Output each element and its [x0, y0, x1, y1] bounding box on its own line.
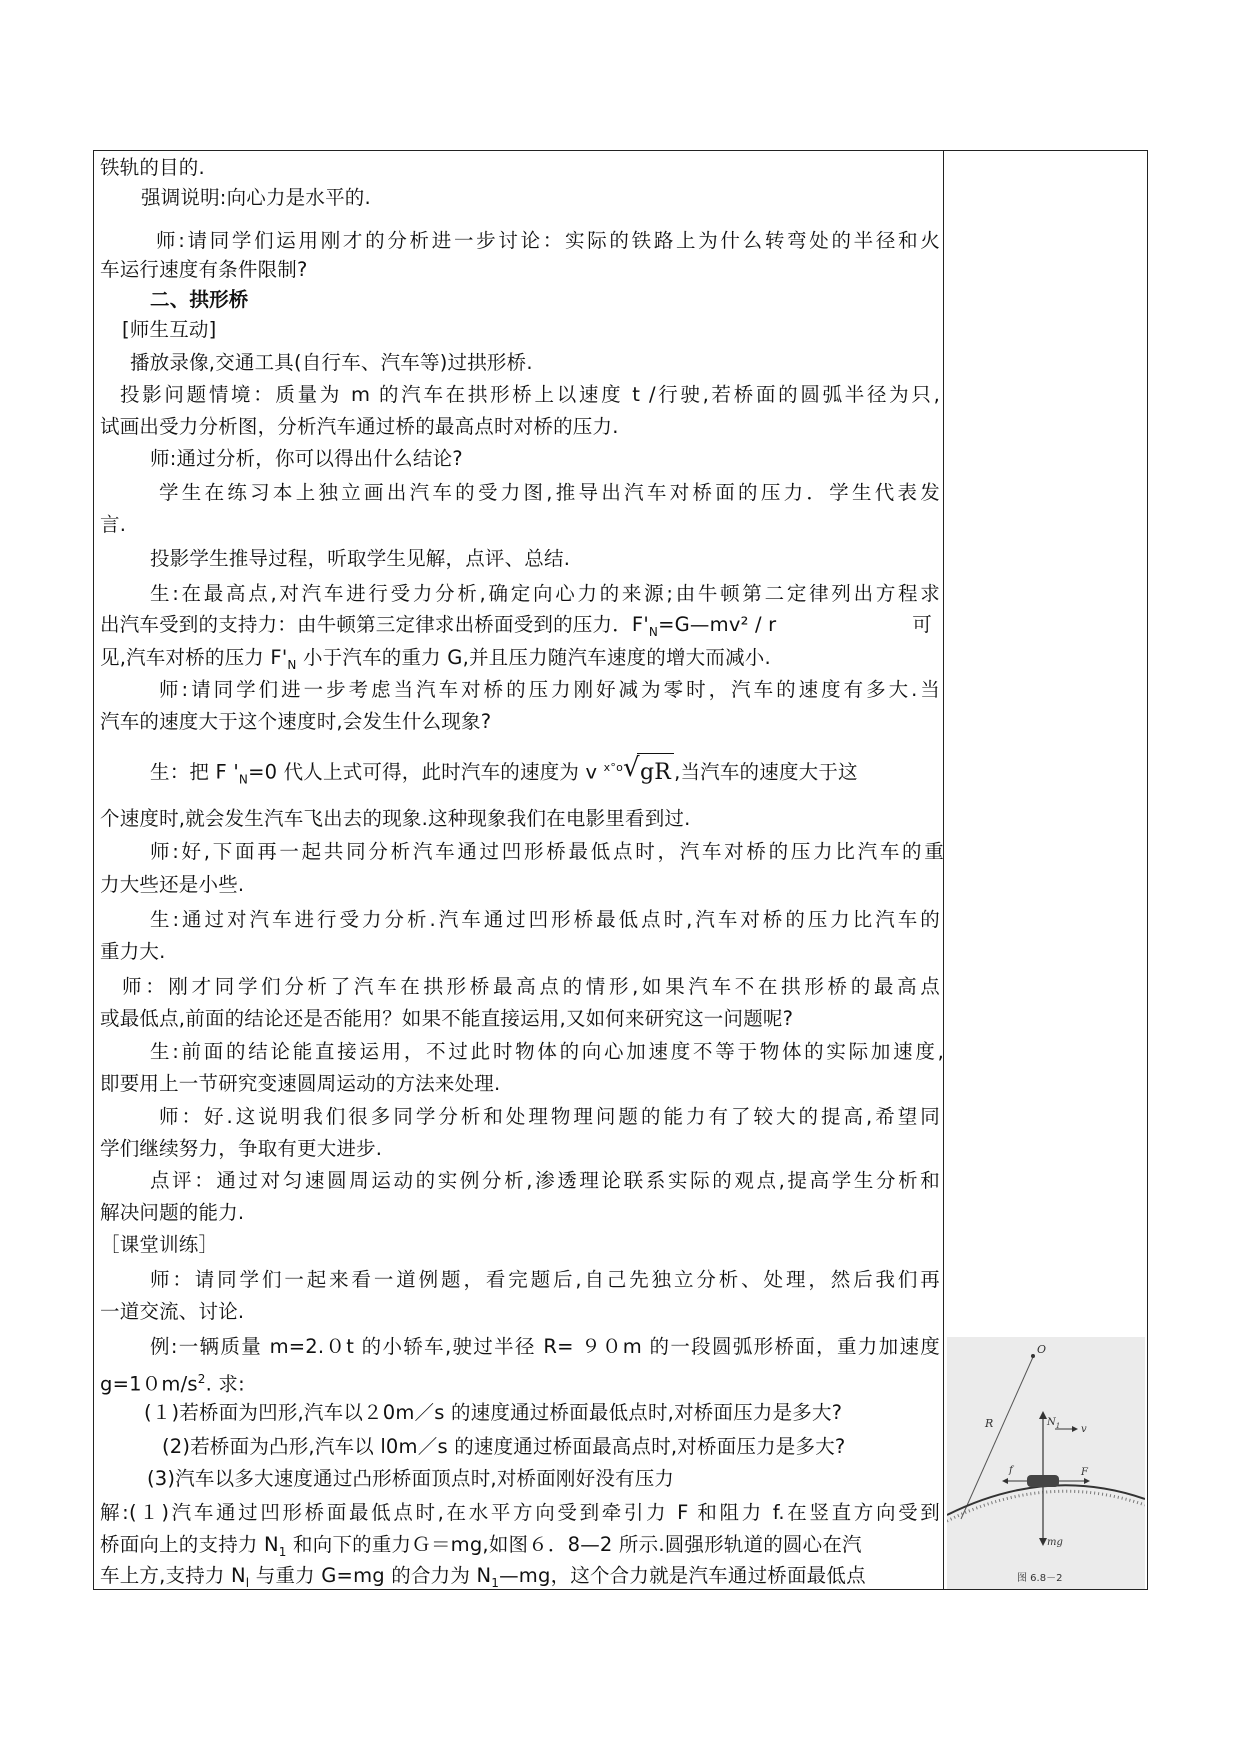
text-line: 点评：通过对匀速圆周运动的实例分析,渗透理论联系实际的观点,提高学生分析和 [150, 1169, 940, 1192]
label-o: O [1037, 1343, 1047, 1356]
text-line: 或最低点,前面的结论还是否能用？如果不能直接运用,又如何来研究这一问题呢? [100, 1007, 794, 1030]
text-line: 铁轨的目的. [100, 156, 205, 179]
label-friction: f [1009, 1465, 1013, 1476]
figure-caption: 图 6.8－2 [1017, 1573, 1063, 1584]
text-line: 车运行速度有条件限制? [100, 258, 308, 281]
force-diagram-figure [947, 1337, 1145, 1589]
text-segment: =0 代人上式可得，此时汽车的速度为 v [248, 760, 598, 784]
superscript: 2 [197, 1372, 206, 1386]
text-line: 师：好.这说明我们很多同学分析和处理物理问题的能力有了较大的提高,希望同 [159, 1105, 940, 1128]
text-line: 师:请同学们进一步考虑当汽车对桥的压力刚好减为零时，汽车的速度有多大.当 [159, 678, 940, 701]
text-line: 师:好,下面再一起共同分析汽车通过凹形桥最低点时，汽车对桥的压力比汽车的重 [150, 840, 944, 863]
text-line: 师:请同学们运用刚才的分析进一步讨论：实际的铁路上为什么转弯处的半径和火 [156, 229, 940, 252]
subscript: l [245, 1575, 250, 1590]
text-segment: . 求: [205, 1372, 245, 1396]
text-segment: 车上方,支持力 N [100, 1564, 246, 1587]
formula-line [150, 749, 940, 798]
text-line: 播放录像,交通工具(自行车、汽车等)过拱形桥. [130, 351, 533, 374]
text-line: 强调说明:向心力是水平的. [141, 186, 371, 209]
text-line: 学们继续努力，争取有更大进步. [100, 1137, 383, 1160]
text-line: 一道交流、讨论. [100, 1300, 245, 1323]
label-mg: mg [1047, 1537, 1063, 1548]
text-segment: 小于汽车的重力 G,并且压力随汽车速度的增大而减小. [302, 646, 771, 669]
label-r: R [985, 1417, 994, 1430]
equation: =G—mv² / r [658, 613, 777, 636]
text-line: 学生在练习本上独立画出汽车的受力图,推导出汽车对桥面的压力．学生代表发 [159, 481, 940, 504]
text-segment: g=1０m/s [100, 1372, 198, 1396]
formula-line [100, 1364, 940, 1400]
text-line: 师:通过分析，你可以得出什么结论? [150, 447, 463, 470]
subscript: 1 [491, 1575, 500, 1590]
center-point [1031, 1354, 1035, 1358]
force-symbol: F' [631, 613, 649, 636]
sqrt-sign: √ [623, 752, 640, 783]
text-line: 师：刚才同学们分析了汽车在拱形桥最高点的情形,如果汽车不在拱形桥的最高点 [122, 975, 940, 998]
text-line: 汽车的速度大于这个速度时,会发生什么现象? [100, 710, 492, 733]
subscript: 1 [278, 1544, 287, 1559]
text-segment: 生：把 F ' [150, 760, 239, 784]
column-divider [943, 151, 944, 1589]
text-line: 投影学生推导过程，听取学生见解，点评、总结. [150, 547, 571, 570]
text-segment: 见,汽车对桥的压力 F' [100, 646, 288, 669]
text-segment: 桥面向上的支持力 N [100, 1533, 279, 1556]
text-line: 例:一辆质量 m=2.０t 的小轿车,驶过半径 R= ９０m 的一段圆弧形桥面，重力加速度 [150, 1335, 940, 1358]
text-line: 解决问题的能力. [100, 1201, 245, 1224]
lesson-table [93, 150, 1148, 1590]
formula-line [100, 1561, 940, 1598]
text-segment: —mg，这个合力就是汽车通过桥面最低点 [499, 1564, 866, 1587]
subscript: N [648, 624, 659, 639]
text-line: 解:(１)汽车通过凹形桥面最低点时,在水平方向受到牵引力 F 和阻力 f.在竖直方向受到 [100, 1501, 940, 1524]
formula-line [100, 610, 940, 647]
section-label: ［课堂训练］ [100, 1233, 219, 1256]
question-item: (2)若桥面为凸形,汽车以 l0m／s 的速度通过桥面最高点时,对桥面压力是多大? [162, 1435, 846, 1458]
car-body [1027, 1475, 1059, 1487]
label-v: v [1081, 1424, 1087, 1435]
subscript: N [287, 657, 297, 672]
text-line: 生:在最高点,对汽车进行受力分析,确定向心力的来源;由牛顿第二定律列出方程求 [150, 582, 940, 605]
text-line: 重力大. [100, 940, 166, 963]
text-line: 试画出受力分析图，分析汽车通过桥的最高点时对桥的压力. [100, 415, 619, 438]
text-line: [师生互动] [122, 318, 217, 341]
text-segment: 和向下的重力Ｇ＝mg,如图６．8—2 所示.圆强形轨道的圆心在汽 [293, 1533, 862, 1556]
section-heading: 二、拱形桥 [150, 288, 249, 311]
lesson-content [100, 151, 944, 1590]
text-line: 即要用上一节研究变速圆周运动的方法来处理. [100, 1072, 501, 1095]
question-item: (3)汽车以多大速度通过凸形桥面顶点时,对桥面刚好没有压力 [147, 1467, 675, 1490]
text-line: 师：请同学们一起来看一道例题，看完题后,自己先独立分析、处理，然后我们再 [150, 1268, 940, 1291]
sqrt-radicand: gR [637, 753, 674, 792]
text-segment: ,当汽车的速度大于这 [674, 760, 858, 784]
symbol: x°o [603, 761, 623, 774]
label-traction: F [1081, 1467, 1088, 1478]
text-line: 生:通过对汽车进行受力分析.汽车通过凹形桥最低点时,汽车对桥的压力比汽车的 [150, 908, 940, 931]
subscript: N [238, 772, 249, 787]
text-line: 生:前面的结论能直接运用，不过此时物体的向心加速度不等于物体的实际加速度, [150, 1040, 944, 1063]
label-n: $N_1$ [1047, 1417, 1061, 1430]
text-segment: 与重力 G=mg 的合力为 N [255, 1564, 492, 1587]
sqrt-expression [623, 753, 674, 792]
text-line: 言. [100, 513, 127, 536]
text-segment: 可 [912, 613, 932, 636]
force-diagram [947, 1337, 1145, 1589]
question-item: (１)若桥面为凹形,汽车以２0m／s 的速度通过桥面最低点时,对桥面压力是多大? [144, 1401, 843, 1424]
text-line: 投影问题情境：质量为 m 的汽车在拱形桥上以速度 t /行驶,若桥面的圆弧半径为只, [120, 383, 940, 406]
text-segment: 出汽车受到的支持力：由牛顿第三定律求出桥面受到的压力． [100, 613, 632, 636]
text-line: 力大些还是小些. [100, 873, 245, 896]
text-line: 个速度时,就会发生汽车飞出去的现象.这种现象我们在电影里看到过. [100, 807, 691, 830]
